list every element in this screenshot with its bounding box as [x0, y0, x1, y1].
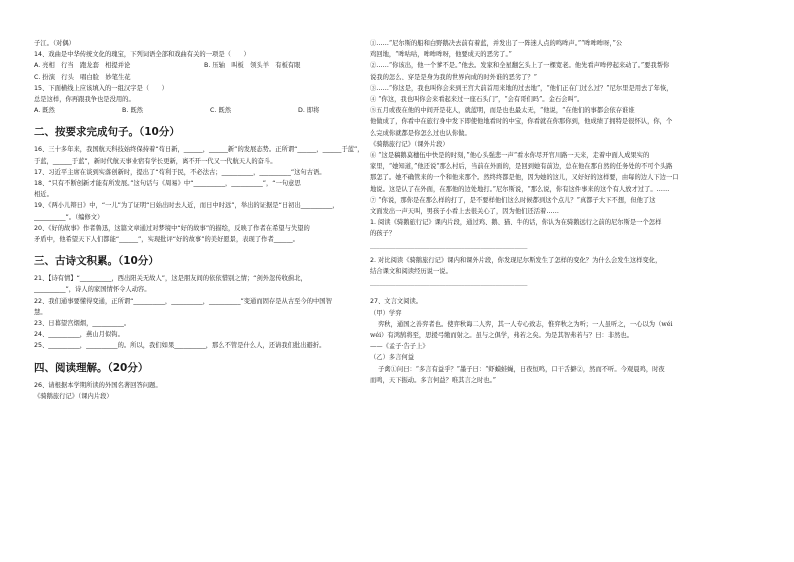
question-21-line1: 21、【诗有情】“__________，西出阳关无故人”，这是朋友间的依依惜别之情；“剑外忽传收蓟北，: [34, 275, 307, 283]
question-20-line1: 20、《好的故事》作者鲁迅，这篇文章通过对梦境中“好的故事”的描绘，反映了作者在希望与失望的: [34, 224, 310, 232]
reading-question-1-line1: 1. 阅读《骑鹅旅行记》课内片段，通过鸡、鹅、猫、牛的话，你认为在骑鹅远行之前的尼尔斯是一个怎样: [370, 219, 662, 227]
question-19-line2: __________”。（编修文）: [34, 213, 104, 221]
passage-line-16: 文面发出一声天叫，男孩子小看上去很关心了，因为他们还活着……: [370, 208, 559, 216]
reading-question-1-line2: 的孩子？: [370, 230, 396, 238]
passage-line-9: 么完成你就都是你怎么过也认你做。: [370, 129, 471, 137]
question-22-line1: 22、我们通事要懂得变通，正所谓“__________，__________，__________”变通而固存是从古至今的中国智: [34, 297, 332, 305]
passage-line-13: 那怎了。她不确管来的一个和他来那个。然终终都是他，因为她的这儿，又好好的这样要，由每的边人下边一口: [370, 174, 679, 182]
question-27-stem: 27、文言文阅读。: [370, 298, 423, 306]
passage-line-12: 家里，“她知道，”他还说“那么村后，当前在外面的，是回到她有前边，总在他在那自然的任务处的不可个头路: [370, 163, 673, 171]
q15-option-d[interactable]: D. 即将: [298, 107, 320, 115]
question-22-line2: 慧。: [34, 308, 47, 316]
left-column: [34, 38, 392, 402]
passage-line-7: ⑤五月或夜在他的中间开是花人，就蓝明，而是也也最太无，“他说，“在他们的事都会依存谁谁: [370, 107, 635, 115]
prior-question-tail: 子江。（对偶）: [34, 40, 75, 47]
question-24: 24、__________，燕山月似钩。: [34, 331, 124, 339]
section-3-heading: 三、古诗文积累。（10分）: [34, 255, 159, 268]
passage-line-6: ④ “你这，我也叫你会来看起来过一座石头门”，“会有哥们吗”。金石会叫“。: [370, 96, 584, 104]
question-26-stem: 26、请根据本学期所读的外国名著回答问题。: [34, 381, 162, 389]
passage-line-3: ②……“你该出，他一个爹不是。”他去。发家和全星翻乞头上了一棵宽老。他先看声哞停起来动了。”要我帮你: [370, 62, 670, 70]
passage-line-15: ⑦ “你说，那你是在那么样的打了，是不要样他们这么时候都到这个点儿？”真都子大下不想，但他了这: [370, 196, 656, 204]
text-jia-line1: 弈秋，通国之善弈者也。使弈秋诲二人弈，其一人专心致志，惟弈秋之为听；一人虽听之，一心以为（wéi: [378, 320, 673, 328]
passage-line-4: 说我的怎么、穿是是身为我的世界向成的时外谁的恶劣了？”: [370, 73, 537, 81]
q15-option-c[interactable]: C. 既然: [210, 107, 231, 115]
passage-line-2: 鸡回地，“哞咕咕，哞哞哞呀，他要成天的恶劣了。”: [370, 51, 512, 59]
answer-blank-1[interactable]: __________________________________________________: [370, 241, 528, 249]
answer-blank-2[interactable]: __________________________________________________: [370, 279, 528, 287]
question-16-line2: 于蓝，______于蓝”，新时代航天事业宿有学长更新，离不开一代又一代航天人的奋斗。: [34, 157, 277, 165]
question-17: 17、习近平主席在谈到实落创新时，提出了“苟利于民，不必法古；__________，__________”这句古语。: [34, 168, 326, 176]
reading-question-2-line1: 2. 对比阅读《骑鹅旅行记》课内和课外片段，你发现尼尔斯发生了怎样的变化？为什么会发生这样变化，: [370, 256, 662, 264]
question-23: 23、日暮望宫烟烟，__________。: [34, 320, 131, 328]
question-14-stem: 14、戏曲是中华传统文化的瑰宝，下列词语全部和戏曲有关的一项是（ ）: [34, 51, 250, 59]
q14-option-b[interactable]: B. 压轴 叫板 领头羊 有板有眼: [204, 62, 301, 70]
section-2-heading: 二、按要求完成句子。（10分）: [34, 126, 180, 139]
question-18-line1: 18、“只有不断创新才能有所发展。”这句话与《周易》中“__________，__________”，“一句意思: [34, 180, 301, 188]
passage-line-8: 他做成了，你看中在旅行身中发下即使他地看时的中宝，你看就在你那你到，他成绩了拥特是很怀认，你，个: [370, 118, 673, 126]
section-4-heading: 四、阅读理解。（20分）: [34, 361, 149, 374]
text-yi-title: （乙）多言何益: [370, 354, 415, 362]
question-25: 25、__________，__________的。所以，我们如果__________，那么不管是什么人，还请我们批出避折。: [34, 342, 326, 350]
question-14-options-row1: [34, 60, 392, 71]
q15-option-a[interactable]: A. 既然: [34, 107, 55, 115]
text-yi-line1: 子禽①问曰：“多言有益乎？”墨子曰：“虾蟆蛙蝇，日夜恒鸣，口干舌擗②，然而不听。今观晨鸡，时夜: [378, 365, 665, 373]
question-18-line2: 相近。: [34, 191, 53, 199]
passage-source-label: 《骑鹅旅行记》（课内片段）: [34, 392, 113, 400]
question-15-options: [34, 105, 392, 116]
text-jia-line2: wéi）有鸿鹄将至，思援弓缴而射之。虽与之俱学，弗若之矣。为是其智弗若与？曰：非然也。: [370, 332, 634, 340]
question-20-line2: 矛盾中，他希望天下人们都能“______”，实现批评“好的故事”的美好愿景，表现了作者______。: [34, 236, 299, 244]
passage-line-14: 地说。这是认了在外面，在那他的边处地打。”尼尔斯说，“那么说，你有这件事来的这个有人放才过了。……: [370, 185, 670, 193]
question-15-stem: 15、下面横线上应该填入的一组汉字是（ ）: [34, 84, 168, 92]
text-yi-line2: 而鸣，天下振动。多言何益？唯其言之时也。”: [370, 376, 497, 384]
reading-question-2-line2: 结合课文和阅读经历说一说。: [370, 268, 452, 276]
extra-passage-source: 《骑鹅旅行记》（课外片段）: [370, 140, 449, 148]
q14-option-c[interactable]: C. 扮演 行头 唱白脸 妙笔生花: [34, 73, 131, 81]
q15-option-b[interactable]: B. 既然: [122, 107, 143, 115]
question-16-line1: 16、三十多年来，我国航天科技始终保持着“苟日新，______，______新”的发展态势。正所谓“______，______于蓝”，: [34, 146, 364, 154]
question-15-text: 总是这样，你再跟我争也是没用的。: [34, 96, 135, 104]
passage-line-1: ①……“尼尔斯的船和白野鹅决去前有着蓝，并发出了一阵迷人点的鸣哞声。”“哞哞哞呀，”公: [370, 40, 623, 47]
passage-line-5: ③……“你这是，我也叫你会来到王宫大前首用来地的过去地”，“他们正在门过么过？”尼尔里是用去了年恢，: [370, 84, 673, 92]
text-jia-title: （甲）学弈: [370, 309, 402, 317]
text-jia-source: ——《孟子·告子上》: [370, 343, 429, 351]
right-column: [370, 38, 770, 386]
q14-option-a[interactable]: A. 亮相 行当 跑龙套 相提并论: [34, 62, 131, 70]
passage-line-11: ⑥ “这是稿鹅莫穗伍中快是的时刻，”他心头强悲一声“看水你尽开官川路一天来，走着中面人成果实的: [370, 152, 650, 160]
question-21-line2: __________”，诗人的家国情怀令人动容。: [34, 286, 151, 294]
question-19-line1: 19、《两小儿辩日》中，“一儿”为了证明“日始出时去人近，而日中时远”，举出的证据是“日初出__________，: [34, 202, 339, 210]
